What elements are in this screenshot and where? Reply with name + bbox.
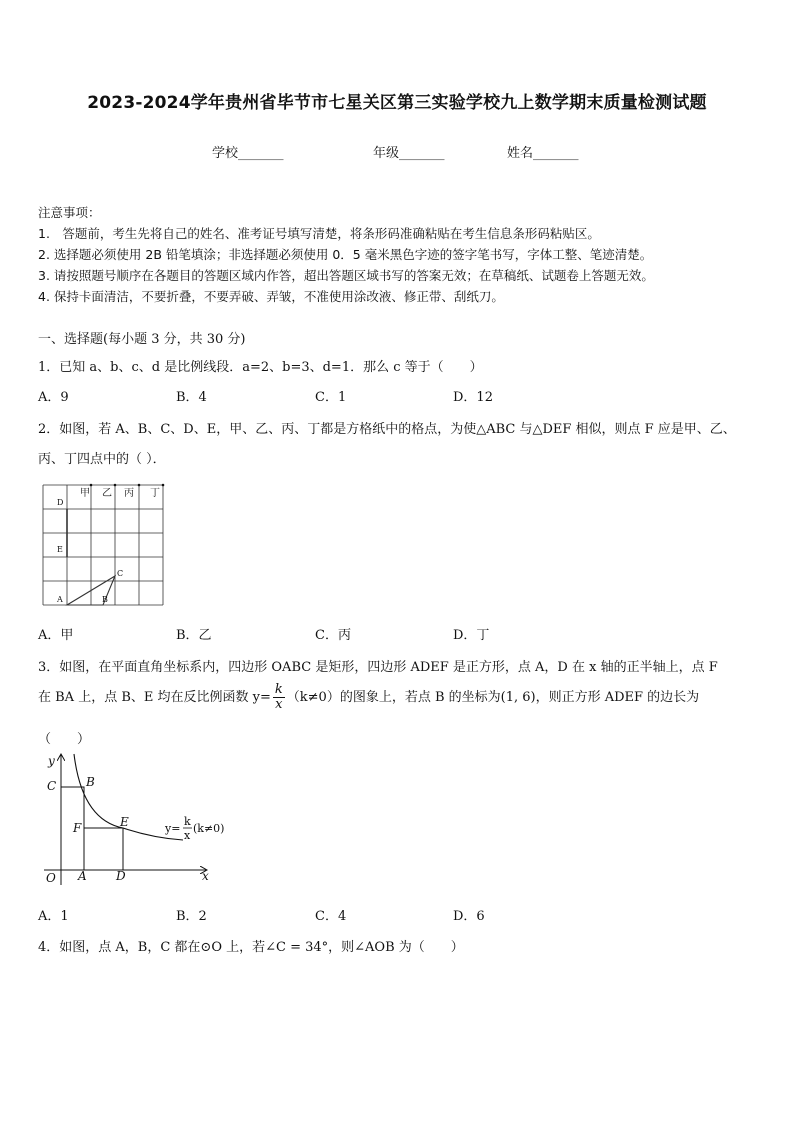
q1-option-d: D．12 — [453, 390, 493, 405]
question-1: 1．已知 a、b、c、d 是比例线段．a=2、b=3、d=1．那么 c 等于（ ） — [38, 360, 483, 375]
q3-option-c: C．4 — [315, 909, 347, 924]
q2-option-c: C．丙 — [315, 628, 351, 643]
question-3-line2-start: 在 BA 上，点 B、E 均在反比例函数 y= — [38, 690, 271, 705]
q1-option-a: A．9 — [38, 390, 69, 405]
question-3-line2 — [38, 683, 699, 712]
fraction-denominator: x — [275, 697, 283, 712]
func-denominator: x — [184, 829, 191, 842]
question-3-line3: （ ） — [38, 732, 91, 747]
func-numerator: k — [184, 815, 191, 828]
q1-option-c: C．1 — [315, 390, 347, 405]
graph-label-f: F — [73, 821, 82, 835]
grid-label-a: A — [57, 595, 63, 604]
section-heading: 一、选择题(每小题 3 分，共 30 分) — [38, 332, 246, 347]
grid-label-yi: 乙 — [102, 488, 112, 499]
question-4: 4．如图，点 A，B，C 都在⊙O 上，若∠C = 34°，则∠AOB 为（ ） — [38, 940, 464, 955]
q2-option-b: B．乙 — [176, 628, 212, 643]
func-suffix: (k≠0) — [193, 822, 225, 835]
school-field: 学校_______ — [212, 146, 284, 161]
graph-label-b: B — [86, 775, 95, 789]
q3-option-b: B．2 — [176, 909, 207, 924]
grid-label-c: C — [117, 569, 124, 578]
note-item-3: 3. 请按照题号顺序在各题目的答题区域内作答，超出答题区域书写的答案无效；在草稿纸、试题卷上答题无效。 — [38, 268, 654, 283]
grid-label-e: E — [57, 545, 63, 554]
graph-label-y: y — [48, 754, 55, 768]
note-item-2: 2. 选择题必须使用 2B 铅笔填涂；非选择题必须使用 0．5 毫米黑色字迹的签字笔书写，字体工整、笔迹清楚。 — [38, 247, 653, 262]
q3-option-a: A．1 — [38, 909, 69, 924]
q3-coordinate-graph — [38, 750, 238, 890]
graph-label-d: D — [116, 869, 126, 883]
q1-option-b: B．4 — [176, 390, 207, 405]
grid-label-ding: 丁 — [150, 488, 160, 499]
graph-label-e: E — [120, 815, 129, 829]
graph-label-a: A — [78, 869, 87, 883]
func-prefix: y= — [165, 822, 181, 835]
question-3-line2-end: （k≠0）的图象上，若点 B 的坐标为(1, 6)，则正方形 ADEF 的边长为 — [286, 690, 700, 705]
q2-option-a: A．甲 — [38, 628, 74, 643]
grid-label-d: D — [57, 498, 64, 507]
graph-label-x: x — [202, 869, 209, 883]
question-3-line1: 3．如图，在平面直角坐标系内，四边形 OABC 是矩形，四边形 ADEF 是正方形，点 A，D 在 x 轴的正半轴上，点 F — [38, 660, 718, 675]
q2-option-d: D．丁 — [453, 628, 490, 643]
question-2-line1: 2．如图，若 A、B、C、D、E，甲、乙、丙、丁都是方格纸中的格点，为使△ABC 与△DEF 相似，则点 F 应是甲、乙、 — [38, 422, 736, 437]
page-title: 2023-2024学年贵州省毕节市七星关区第三实验学校九上数学期末质量检测试题 — [87, 93, 707, 113]
question-2-line2: 丙、丁四点中的（ ）． — [38, 452, 166, 467]
grid-label-b: B — [102, 595, 108, 604]
notes-heading: 注意事项： — [38, 205, 101, 220]
graph-label-o: O — [46, 871, 56, 885]
note-item-1: 1. 答题前，考生先将自己的姓名、准考证号填写清楚，将条形码准确粘贴在考生信息条形码粘贴区。 — [38, 226, 600, 241]
q2-grid-figure — [38, 478, 168, 608]
grade-field: 年级_______ — [373, 146, 445, 161]
name-field: 姓名_______ — [507, 146, 579, 161]
note-item-4: 4. 保持卡面清洁，不要折叠，不要弄破、弄皱，不准使用涂改液、修正带、刮纸刀。 — [38, 289, 504, 304]
grid-label-bing: 丙 — [124, 488, 134, 499]
inverse-function-fraction — [273, 683, 285, 712]
grid-label-jia: 甲 — [80, 488, 90, 499]
q3-option-d: D．6 — [453, 909, 485, 924]
graph-label-c: C — [47, 779, 57, 793]
fraction-numerator: k — [274, 682, 283, 697]
